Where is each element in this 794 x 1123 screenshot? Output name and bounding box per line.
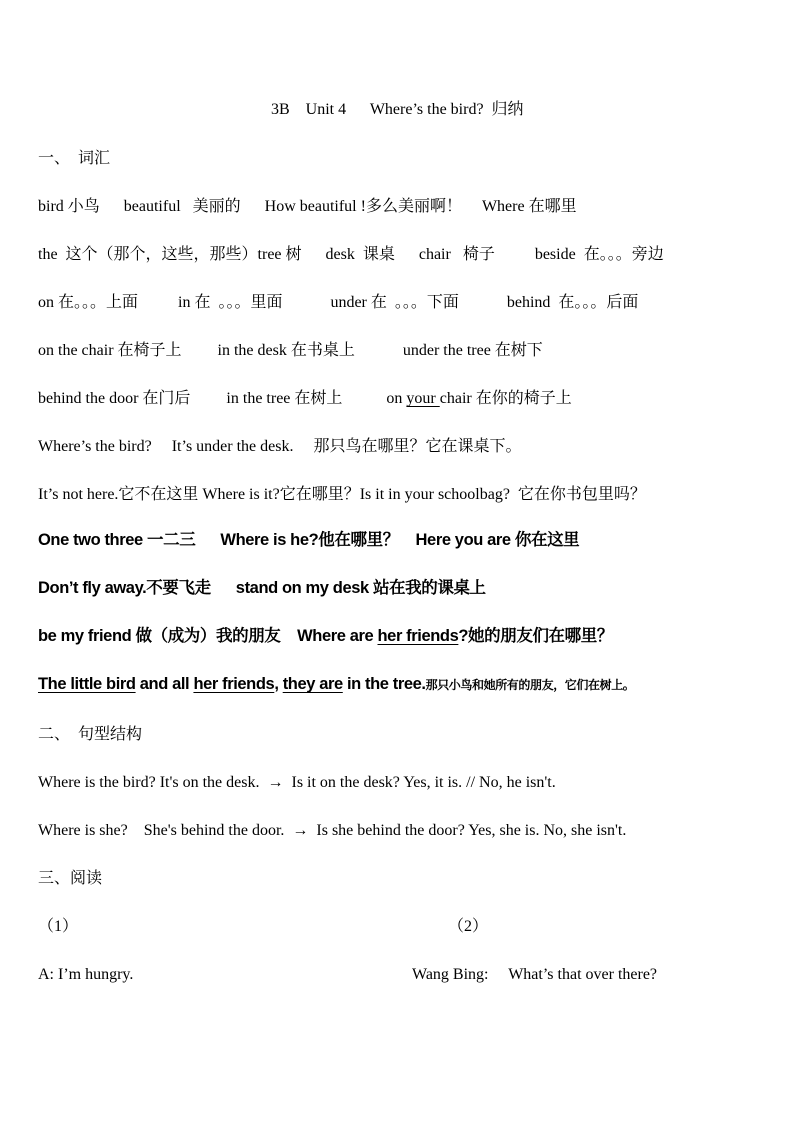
page-title: 3B Unit 4 Where’s the bird? 归纳 [271, 101, 524, 118]
text-line-4-b: , [274, 675, 283, 693]
text-line-4 [38, 674, 634, 695]
phrase-line-2 [38, 389, 572, 409]
dialog-line-1: Where’s the bird? It’s under the desk. 那只鸟在哪里？它在课桌下。 [38, 438, 522, 455]
dialog-line-2: It’s not here.它不在这里 Where is it?它在哪里？Is it in your schoolbag? 它在你书包里吗？ [38, 486, 646, 503]
underlined-her-friends: her friends [377, 627, 459, 645]
underlined-her-friends-2: her friends [193, 675, 275, 693]
vocab-line-1: bird 小鸟 beautiful 美丽的 How beautiful !多么美丽啊！ Where 在哪里 [38, 198, 577, 215]
text-line-4-translation: 那只小鸟和她所有的朋友，它们在树上。 [425, 678, 635, 692]
section-heading-reading: 三、阅读 [38, 870, 103, 887]
pattern-line-2: Where is she? She's behind the door. → Is she behind the door? Yes, she is. No, she isn't. [38, 822, 627, 839]
text-line-2: Don’t fly away.不要飞走 stand on my desk 站在我的课桌上 [38, 579, 486, 597]
vocab-line-2: the 这个（那个，这些，那些）tree 树 desk 课桌 chair 椅子 beside 在。。。旁边 [38, 246, 664, 263]
text-line-3-a: be my friend 做（成为）我的朋友 Where are [38, 627, 378, 645]
underlined-word-your: your [406, 390, 440, 407]
section-heading-patterns: 二、 句型结构 [38, 726, 143, 743]
vocab-line-3: on 在。。。上面 in 在 。。。里面 under 在 。。。下面 behind 在。。。后面 [38, 294, 639, 311]
pattern-line-1: Where is the bird? It's on the desk. → Is it on the desk? Yes, it is. // No, he isn't. [38, 774, 556, 791]
reading-label-2: （2） [448, 918, 489, 935]
text-line-3 [38, 626, 613, 646]
text-line-1: One two three 一二三 Where is he?他在哪里？ Here you are 你在这里 [38, 531, 580, 549]
underlined-the-little-bird: The little bird [38, 675, 136, 693]
phrase-line-2-text-b: chair 在你的椅子上 [439, 390, 572, 407]
reading-line-a: A: I’m hungry. [38, 966, 134, 983]
text-line-3-b: ?她的朋友们在哪里？ [458, 627, 613, 645]
phrase-line-1: on the chair 在椅子上 in the desk 在书桌上 under the tree 在树下 [38, 342, 543, 359]
underlined-they-are: they are [282, 675, 343, 693]
text-line-4-c: in the tree. [342, 675, 426, 693]
reading-line-b: Wang Bing: What’s that over there? [412, 966, 658, 983]
section-heading-vocabulary: 一、 词汇 [38, 150, 111, 167]
reading-label-1: （1） [38, 918, 79, 935]
phrase-line-2-text-a: behind the door 在门后 in the tree 在树上 on [38, 390, 407, 407]
text-line-4-a: and all [135, 675, 194, 693]
